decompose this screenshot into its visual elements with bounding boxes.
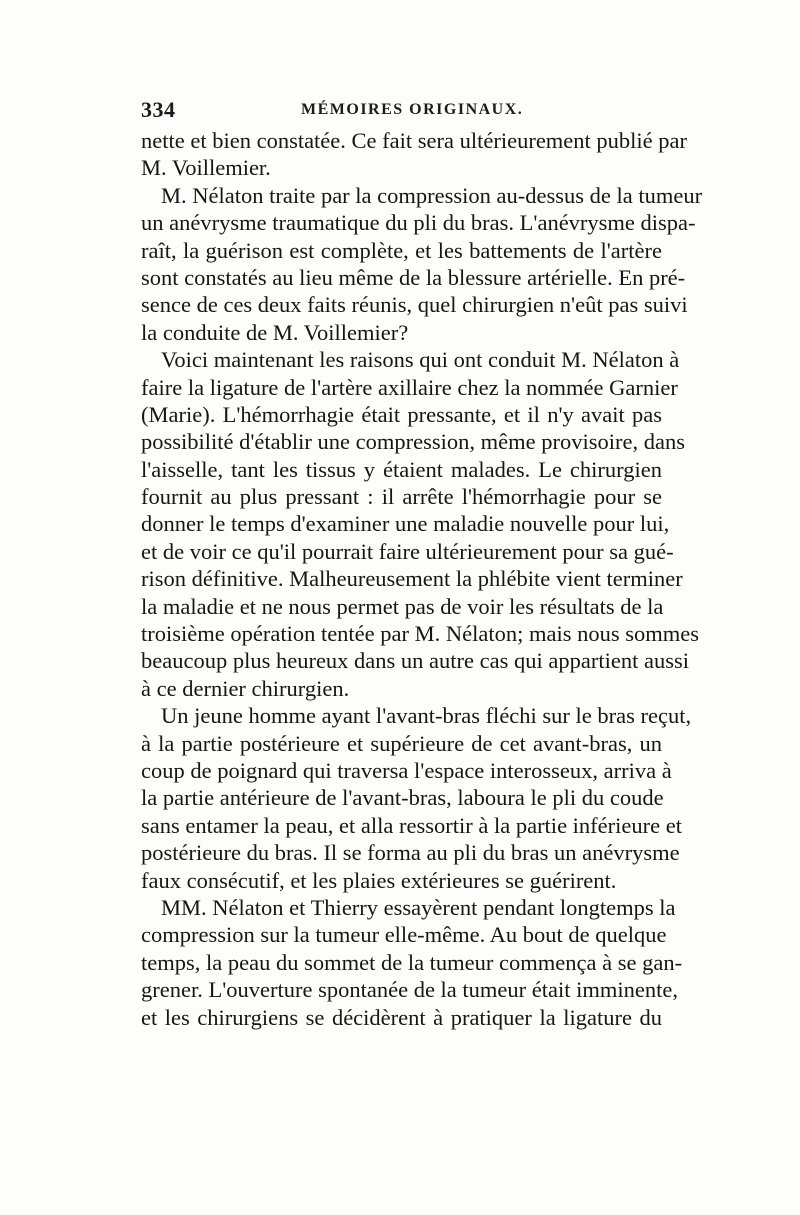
text-line: sont constatés au lieu même de la blessure artérielle. En pré-: [141, 264, 686, 290]
text-line: l'aisselle, tant les tissus y étaient malades. Le chirurgien: [141, 456, 662, 482]
text-line: M. Nélaton traite par la compression au-dessus de la tumeur: [161, 182, 703, 208]
text-line: beaucoup plus heureux dans un autre cas qui appartient aussi: [141, 648, 689, 674]
text-line: M. Voillemier.: [141, 155, 271, 181]
text-line: la maladie et ne nous permet pas de voir les résultats de la: [141, 593, 664, 619]
body-text: [141, 127, 703, 1031]
text-line: et de voir ce qu'il pourrait faire ultérieurement pour sa gué-: [141, 538, 674, 564]
running-head: MÉMOIRES ORIGINAUX.: [301, 101, 524, 118]
page-number: 334: [141, 97, 176, 122]
text-line: sans entamer la peau, et alla ressortir à la partie inférieure et: [141, 812, 682, 838]
text-line: Un jeune homme ayant l'avant-bras fléchi sur le bras reçut,: [161, 703, 692, 729]
text-line: faire la ligature de l'artère axillaire chez la nommée Garnier: [141, 374, 678, 400]
text-line: faux consécutif, et les plaies extérieures se guérirent.: [141, 867, 617, 893]
text-line: troisième opération tentée par M. Nélaton; mais nous sommes: [141, 621, 699, 647]
text-line: à ce dernier chirurgien.: [141, 675, 350, 701]
text-line: grener. L'ouverture spontanée de la tumeur était imminente,: [141, 977, 678, 1003]
text-line: compression sur la tumeur elle-même. Au bout de quelque: [141, 922, 667, 948]
text-line: à la partie postérieure et supérieure de cet avant-bras, un: [141, 730, 662, 756]
text-line: postérieure du bras. Il se forma au pli du bras un anévrysme: [141, 840, 680, 866]
text-line: temps, la peau du sommet de la tumeur commença à se gan-: [141, 949, 683, 975]
text-line: la conduite de M. Voillemier?: [141, 319, 409, 345]
text-line: (Marie). L'hémorrhagie était pressante, et il n'y avait pas: [141, 401, 662, 427]
text-line: la partie antérieure de l'avant-bras, laboura le pli du coude: [141, 785, 664, 811]
text-line: un anévrysme traumatique du pli du bras. L'anévrysme dispa-: [141, 210, 696, 236]
text-line: possibilité d'établir une compression, même provisoire, dans: [141, 429, 685, 455]
page-header: [141, 97, 661, 127]
text-line: et les chirurgiens se décidèrent à pratiquer la ligature du: [141, 1004, 662, 1030]
text-line: MM. Nélaton et Thierry essayèrent pendant longtemps la: [161, 894, 676, 920]
text-line: rison définitive. Malheureusement la phlébite vient terminer: [141, 566, 683, 592]
text-line: donner le temps d'examiner une maladie nouvelle pour lui,: [141, 511, 670, 537]
text-line: raît, la guérison est complète, et les battements de l'artère: [141, 237, 662, 263]
text-line: coup de poignard qui traversa l'espace interosseux, arriva à: [141, 757, 672, 783]
text-line: Voici maintenant les raisons qui ont conduit M. Nélaton à: [161, 347, 680, 373]
text-line: fournit au plus pressant : il arrête l'hémorrhagie pour se: [141, 484, 662, 510]
text-line: nette et bien constatée. Ce fait sera ultérieurement publié par: [141, 128, 688, 153]
text-line: sence de ces deux faits réunis, quel chirurgien n'eût pas suivi: [141, 292, 688, 318]
